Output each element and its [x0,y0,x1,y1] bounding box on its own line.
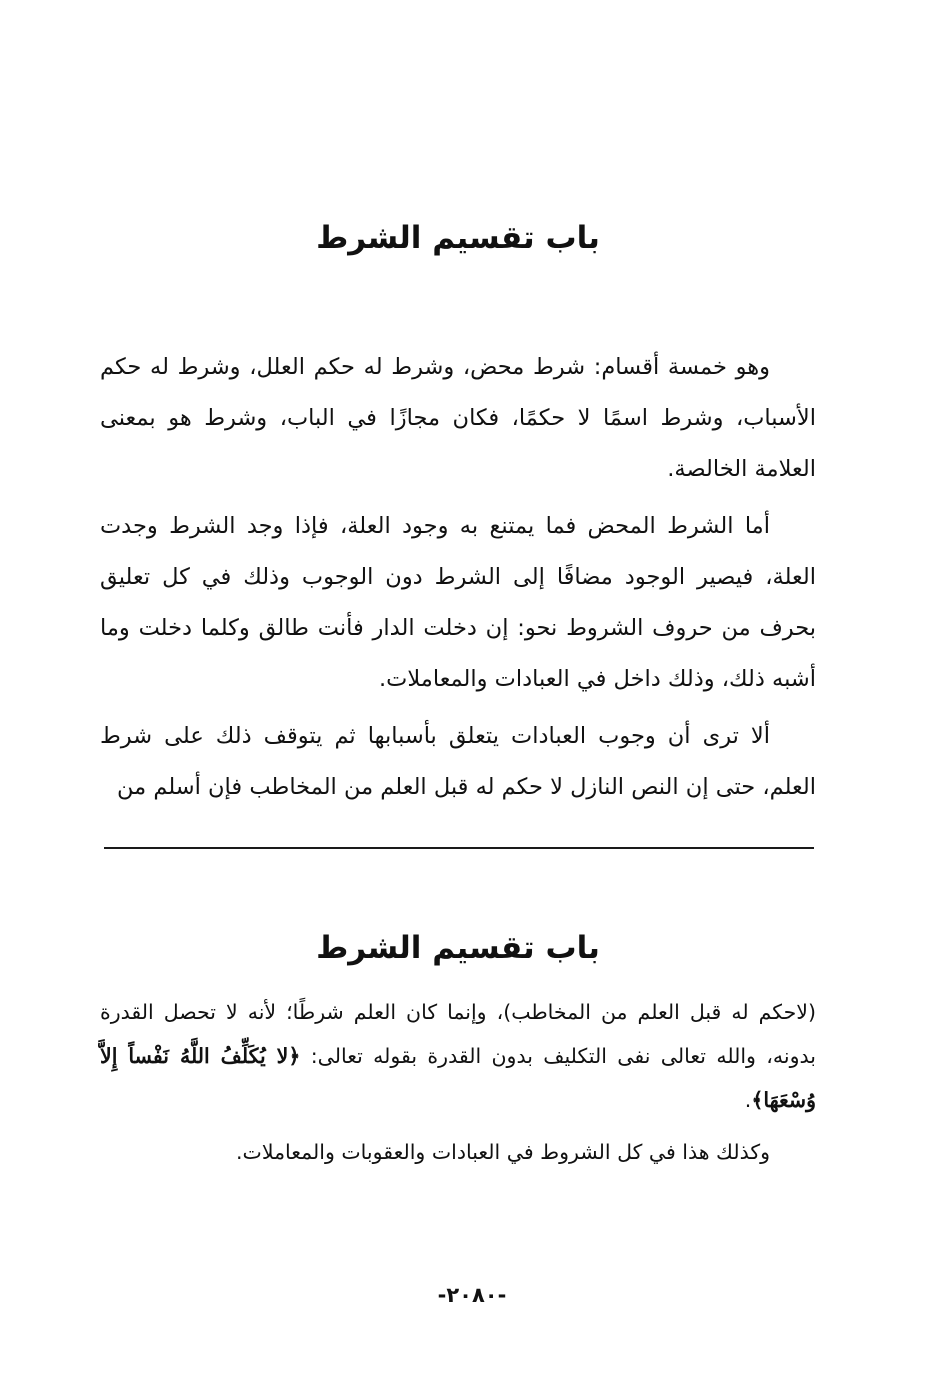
upper-paragraph-3: ألا ترى أن وجوب العبادات يتعلق بأسبابها ثم يتوقف ذلك على شرط العلم، حتى إن النص النازل لا حكم له قبل العلم من المخاطب فإن أسلم من [100,723,816,800]
page-number: -٢٠٨٠- [437,1283,507,1307]
lower-section-title: باب تقسيم الشرط [316,930,600,966]
lower-paragraph-2: وكذلك هذا في كل الشروط في العبادات والعقوبات والمعاملات. [236,1140,770,1164]
lower-paragraph-1-end: . [744,1088,752,1112]
quran-verse: ﴿لا يُكَلِّفُ اللَّهُ نَفْساً إِلاَّ وُسْعَهَا﴾ [100,1044,816,1112]
lower-paragraph-1-text: (لاحكم له قبل العلم من المخاطب)، وإنما كان العلم شرطًا؛ لأنه لا تحصل القدرة بدونه، والله تعالى نفى التكليف بدون القدرة بقوله تعالى: [100,1000,816,1068]
upper-section-body [100,342,816,813]
upper-paragraph-2: أما الشرط المحض فما يمتنع به وجود العلة، فإذا وجد الشرط وجدت العلة، فيصير الوجود مضافًا إلى الشرط دون الوجوب وذلك في كل تعليق بحرف من حروف الشروط نحو: إن دخلت الدار فأنت طالق وكلما دخلت وما أشبه ذلك، وذلك داخل في العبادات والمعاملات. [100,513,816,692]
footnote-divider [104,847,814,849]
upper-section-title: باب تقسيم الشرط [316,220,600,256]
lower-paragraph-1 [100,990,816,1122]
lower-section-body [100,990,816,1174]
upper-paragraph-1: وهو خمسة أقسام: شرط محض، وشرط له حكم العلل، وشرط له حكم الأسباب، وشرط اسمًا لا حكمًا، فكان مجازًا في الباب، وشرط هو بمعنى العلامة الخالصة. [100,354,816,482]
